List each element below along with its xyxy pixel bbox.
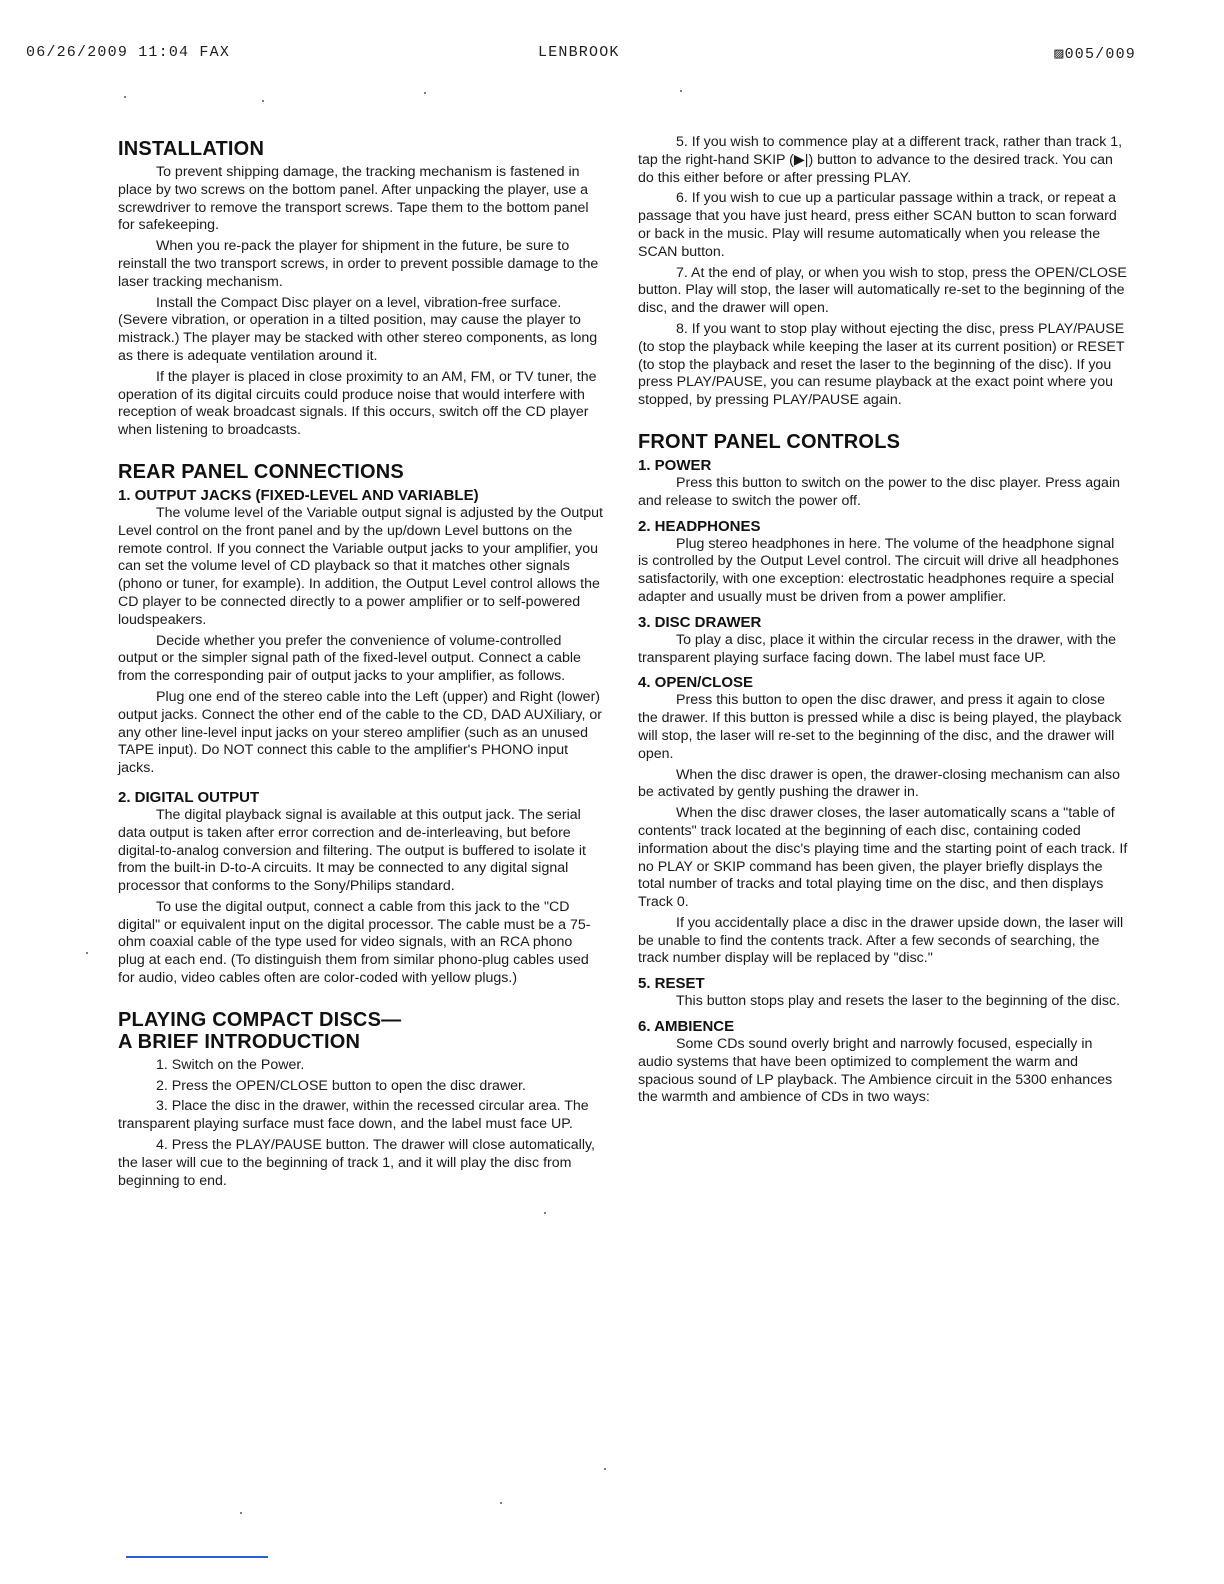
playing-step: 8. If you want to stop play without ejecting the disc, press PLAY/PAUSE (to stop the playback while keeping the laser at its current position) or RESET (to stop the playback and reset the laser to the beginning of the disc). If you press PLAY/PAUSE, you can resume playback at the exact point where you stopped, by pressing PLAY/PAUSE again. — [638, 320, 1125, 409]
scan-speck — [500, 1502, 502, 1504]
scan-speck — [124, 96, 126, 98]
disc-drawer-paragraph: To play a disc, place it within the circular recess in the drawer, with the transparent playing surface facing down. The label must face UP. — [638, 631, 1117, 666]
scan-speck — [240, 1512, 242, 1514]
installation-title: INSTALLATION — [118, 138, 265, 160]
installation-paragraph: Install the Compact Disc player on a level, vibration-free surface. (Severe vibration, or operation in a tilted position, may cause the player to mistrack.) The player may be stacked with other stereo components, as long as there is adequate ventilation around it. — [118, 294, 598, 364]
digital-output-heading: 2. DIGITAL OUTPUT — [118, 788, 260, 806]
digital-output-paragraph: To use the digital output, connect a cable from this jack to the "CD digital" or equivalent input on the digital processor. The cable must be a 75-ohm coaxial cable of the type used for video signals, with an RCA phono plug at each end. (To distinguish them from similar phono-plug cables used for audio, video cables often are color-coded with yellow plugs.) — [118, 898, 591, 987]
front-panel-title: FRONT PANEL CONTROLS — [638, 430, 901, 453]
installation-paragraph: If the player is placed in close proximity to an AM, FM, or TV tuner, the operation of its digital circuits could produce noise that would interfere with reception of weak broadcast signals. If this occurs, switch off the CD player when listening to broadcasts. — [118, 368, 597, 439]
scan-speck — [604, 1468, 606, 1470]
scan-speck — [262, 100, 264, 102]
power-heading: 1. POWER — [638, 456, 712, 474]
open-close-paragraph: When the disc drawer closes, the laser automatically scans a "table of contents" track located at the beginning of each disc, containing coded information about the disc's playing time and the starting point of each track. If no PLAY or SKIP command has been given, the player briefly displays the total number of tracks and total playing time on the disc, and then displays Track 0. — [638, 805, 1128, 911]
right-column — [638, 134, 1128, 1110]
playing-title-line1: PLAYING COMPACT DISCS— — [118, 1008, 402, 1031]
playing-step: 3. Place the disc in the drawer, within the recessed circular area. The transparent playing surface must face down, and the label must face UP. — [118, 1098, 589, 1133]
playing-step: 4. Press the PLAY/PAUSE button. The drawer will close automatically, the laser will cue to the beginning of track 1, and it will play the disc from beginning to end. — [118, 1137, 595, 1189]
rear-panel-title: REAR PANEL CONNECTIONS — [118, 460, 404, 483]
headphones-paragraph: Plug stereo headphones in here. The volume of the headphone signal is controlled by the Output Level control. The circuit will drive all headphones satisfactorily, with one exception: electrostatic headphones require a special adapter and usually must be driven from a power amplifier. — [638, 535, 1119, 605]
scan-speck — [544, 1212, 546, 1214]
fax-page-number: ▨005/009 — [1054, 46, 1136, 63]
playing-step: 7. At the end of play, or when you wish to stop, press the OPEN/CLOSE button. Play will stop, the laser will automatically re-set to the beginning of the disc, and the drawer will open. — [638, 264, 1127, 317]
open-close-heading: 4. OPEN/CLOSE — [638, 674, 754, 692]
power-paragraph: Press this button to switch on the power to the disc player. Press again and release to switch the power off. — [638, 474, 1120, 509]
output-jacks-paragraph: The volume level of the Variable output signal is adjusted by the Output Level control on the front panel and by the up/down Level buttons on the remote control. If you connect the Variable output jacks to your amplifier, you can set the volume level of CD playback so that it matches other signals (phono or tuner, for example). In addition, the Output Level control allows the CD player to be connected directly to a power amplifier or to self-powered loudspeakers. — [118, 504, 603, 628]
playing-step: 5. If you wish to commence play at a different track, rather than track 1, tap the right-hand SKIP (▶|) button to advance to the desired track. You can do this either before or after pressing PLAY. — [638, 134, 1123, 186]
ambience-heading: 6. AMBIENCE — [638, 1018, 735, 1036]
output-jacks-paragraph: Decide whether you prefer the convenience of volume-controlled output or the simpler signal path of the fixed-level output. Connect a cable from the corresponding pair of output jacks to your amplifier, as follows. — [118, 632, 581, 685]
left-column — [118, 138, 603, 1193]
playing-title-line2: A BRIEF INTRODUCTION — [118, 1030, 361, 1053]
fax-sender: LENBROOK — [538, 44, 620, 61]
installation-paragraph: To prevent shipping damage, the tracking mechanism is fastened in place by two screws on the bottom panel. After unpacking the player, use a screwdriver to remove the transport screws. Tape them to the bottom panel for safekeeping. — [118, 164, 589, 234]
ambience-paragraph: Some CDs sound overly bright and narrowly focused, especially in audio systems that have been optimized to complement the warm and spacious sound of LP playback. The Ambience circuit in the 5300 enhances the warmth and ambience of CDs in two ways: — [638, 1036, 1113, 1106]
output-jacks-heading: 1. OUTPUT JACKS (FIXED-LEVEL AND VARIABLE) — [118, 486, 479, 504]
output-jacks-paragraph: Plug one end of the stereo cable into the Left (upper) and Right (lower) output jacks. Connect the other end of the cable to the CD, DAD AUXiliary, or any other line-level input jacks on your stereo amplifier (such as an unused TAPE input). Do NOT connect this cable to the amplifier's PHONO input jacks. — [118, 688, 602, 777]
bottom-scan-line — [126, 1556, 268, 1558]
reset-paragraph: This button stops play and resets the laser to the beginning of the disc. — [676, 993, 1121, 1010]
scan-speck — [86, 952, 88, 954]
headphones-heading: 2. HEADPHONES — [638, 517, 761, 535]
open-close-paragraph: When the disc drawer is open, the drawer-closing mechanism can also be activated by gently pushing the drawer in. — [638, 766, 1120, 801]
fax-datetime: 06/26/2009 11:04 FAX — [26, 44, 231, 61]
scan-speck — [680, 90, 682, 92]
scan-speck — [424, 92, 426, 94]
playing-step: 1. Switch on the Power. — [156, 1056, 305, 1073]
playing-step: 6. If you wish to cue up a particular passage within a track, or repeat a passage that you have just heard, press either SCAN button to scan forward or back in the music. Play will resume automatically when you release the SCAN button. — [638, 190, 1117, 260]
open-close-paragraph: If you accidentally place a disc in the drawer upside down, the laser will be unable to find the contents track. After a few seconds of searching, the track number display will be replaced by "disc." — [638, 914, 1124, 967]
reset-heading: 5. RESET — [638, 975, 705, 993]
installation-paragraph: When you re-pack the player for shipment in the future, be sure to reinstall the two transport screws, in order to prevent possible damage to the laser tracking mechanism. — [118, 238, 599, 290]
fax-header — [26, 44, 1136, 64]
playing-step: 2. Press the OPEN/CLOSE button to open the disc drawer. — [156, 1077, 526, 1094]
open-close-paragraph: Press this button to open the disc drawer, and press it again to close the drawer. If this button is pressed while a disc is being played, the playback will stop, the laser will re-set to the beginning of the disc, and the drawer will open. — [638, 692, 1122, 762]
digital-output-paragraph: The digital playback signal is available at this output jack. The serial data output is taken after error correction and de-interleaving, but before digital-to-analog conversion and filtering. The output is buffered to isolate it from the built-in D-to-A circuits. It may be connected to any digital signal processor that conforms to the Sony/Philips standard. — [118, 806, 586, 895]
disc-drawer-heading: 3. DISC DRAWER — [638, 613, 762, 631]
